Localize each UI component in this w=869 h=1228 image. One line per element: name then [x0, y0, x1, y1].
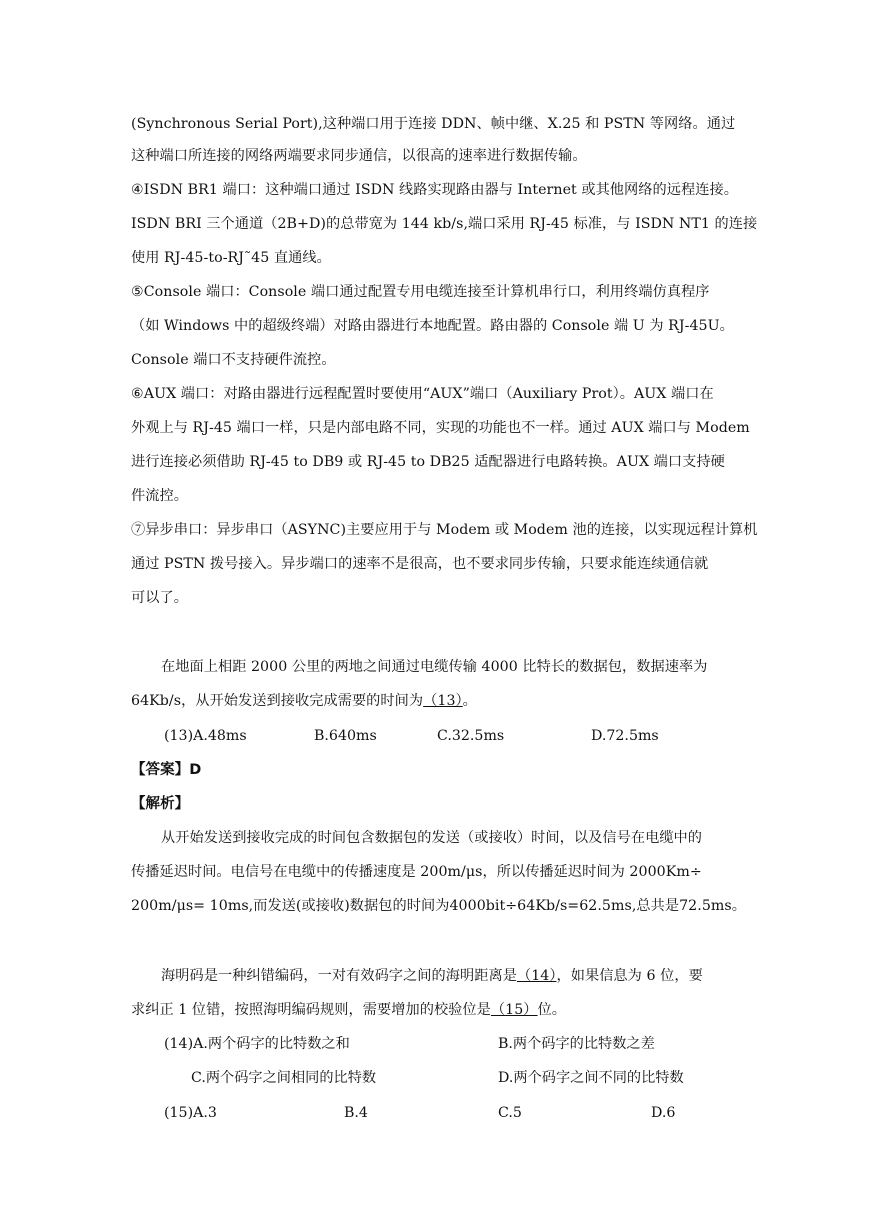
q15-stem-suffix: 位。 [537, 1002, 567, 1018]
text-line: 进行连接必须借助 RJ-45 to DB9 或 RJ-45 to DB25 适配器进行电路转换。AUX 端口支持硬 [131, 454, 725, 470]
q15-option-d: D.6 [651, 1105, 676, 1121]
q14-option-c: C.两个码字之间相同的比特数 [191, 1070, 377, 1086]
text-line: ④ISDN BR1 端口：这种端口通过 ISDN 线路实现路由器与 Internet 或其他网络的远程连接。 [131, 182, 738, 198]
q13-option-d: D.72.5ms [591, 728, 659, 744]
q14-stem-line2 [131, 1000, 566, 1020]
q15-option-a: (15)A.3 [164, 1105, 217, 1121]
text-line: 可以了。 [131, 590, 188, 606]
analysis-line: 200m/μs= 10ms,而发送(或接收)数据包的时间为4000bit÷64Kb/s=62.5ms,总共是72.5ms。 [131, 898, 746, 914]
q15-option-b: B.4 [344, 1105, 368, 1121]
q13-stem-line1: 在地面上相距 2000 公里的两地之间通过电缆传输 4000 比特长的数据包，数据速率为 [161, 659, 708, 675]
text-line: ⑥AUX 端口：对路由器进行远程配置时要使用“AUX”端口（Auxiliary Prot）。AUX 端口在 [131, 386, 714, 402]
q14-option-a: (14)A.两个码字的比特数之和 [164, 1036, 350, 1052]
text-line: Console 端口不支持硬件流控。 [131, 352, 336, 368]
text-line: 外观上与 RJ-45 端口一样，只是内部电路不同，实现的功能也不一样。通过 AUX 端口与 Modem [131, 420, 750, 436]
text-line: 通过 PSTN 拨号接入。异步端口的速率不是很高，也不要求同步传输，只要求能连续通信就 [131, 556, 709, 572]
analysis-line: 传播延迟时间。电信号在电缆中的传播速度是 200m/μs，所以传播延迟时间为 2000Km÷ [131, 864, 702, 880]
text-line: ⑦异步串口：异步串口（ASYNC)主要应用于与 Modem 或 Modem 池的连接，以实现远程计算机 [131, 522, 758, 538]
q14-stem-suffix: ，如果信息为 6 位，要 [556, 968, 703, 984]
q14-stem-prefix: 海明码是一种纠错编码，一对有效码字之间的海明距离是 [161, 968, 517, 984]
q13-option-a: (13)A.48ms [164, 728, 247, 744]
q14-option-b: B.两个码字的比特数之差 [498, 1036, 655, 1052]
q15-blank: （15） [490, 1002, 538, 1018]
q13-analysis-label: 【解析】 [131, 796, 190, 812]
q14-option-d: D.两个码字之间不同的比特数 [498, 1070, 684, 1086]
q13-answer: 【答案】D [131, 762, 202, 778]
text-line: (Synchronous Serial Port),这种端口用于连接 DDN、帧中继、X.25 和 PSTN 等网络。通过 [131, 116, 736, 132]
q13-stem-prefix: 64Kb/s，从开始发送到接收完成需要的时间为 [131, 693, 424, 709]
q15-stem-prefix: 求纠正 1 位错，按照海明编码规则，需要增加的校验位是 [131, 1002, 491, 1018]
q14-stem-line1 [161, 966, 703, 986]
text-line: 使用 RJ-45-to-RJ˜45 直通线。 [131, 250, 331, 266]
text-line: （如 Windows 中的超级终端）对路由器进行本地配置。路由器的 Console 端 U 为 RJ-45U。 [131, 318, 734, 334]
q13-blank: （13） [423, 693, 463, 709]
q14-blank: （14） [516, 968, 557, 984]
q13-stem-line2 [131, 691, 477, 711]
text-line: ⑤Console 端口：Console 端口通过配置专用电缆连接至计算机串行口，利用终端仿真程序 [131, 284, 710, 300]
text-line: ISDN BRI 三个通道（2B+D)的总带宽为 144 kb/s,端口采用 RJ-45 标准，与 ISDN NT1 的连接 [131, 216, 758, 232]
q13-option-b: B.640ms [314, 728, 377, 744]
text-line: 件流控。 [131, 488, 188, 504]
text-line: 这种端口所连接的网络两端要求同步通信，以很高的速率进行数据传输。 [131, 148, 587, 164]
q15-option-c: C.5 [498, 1105, 522, 1121]
q13-option-c: C.32.5ms [437, 728, 505, 744]
q13-stem-suffix: 。 [462, 693, 477, 709]
analysis-line: 从开始发送到接收完成的时间包含数据包的发送（或接收）时间，以及信号在电缆中的 [161, 830, 703, 846]
